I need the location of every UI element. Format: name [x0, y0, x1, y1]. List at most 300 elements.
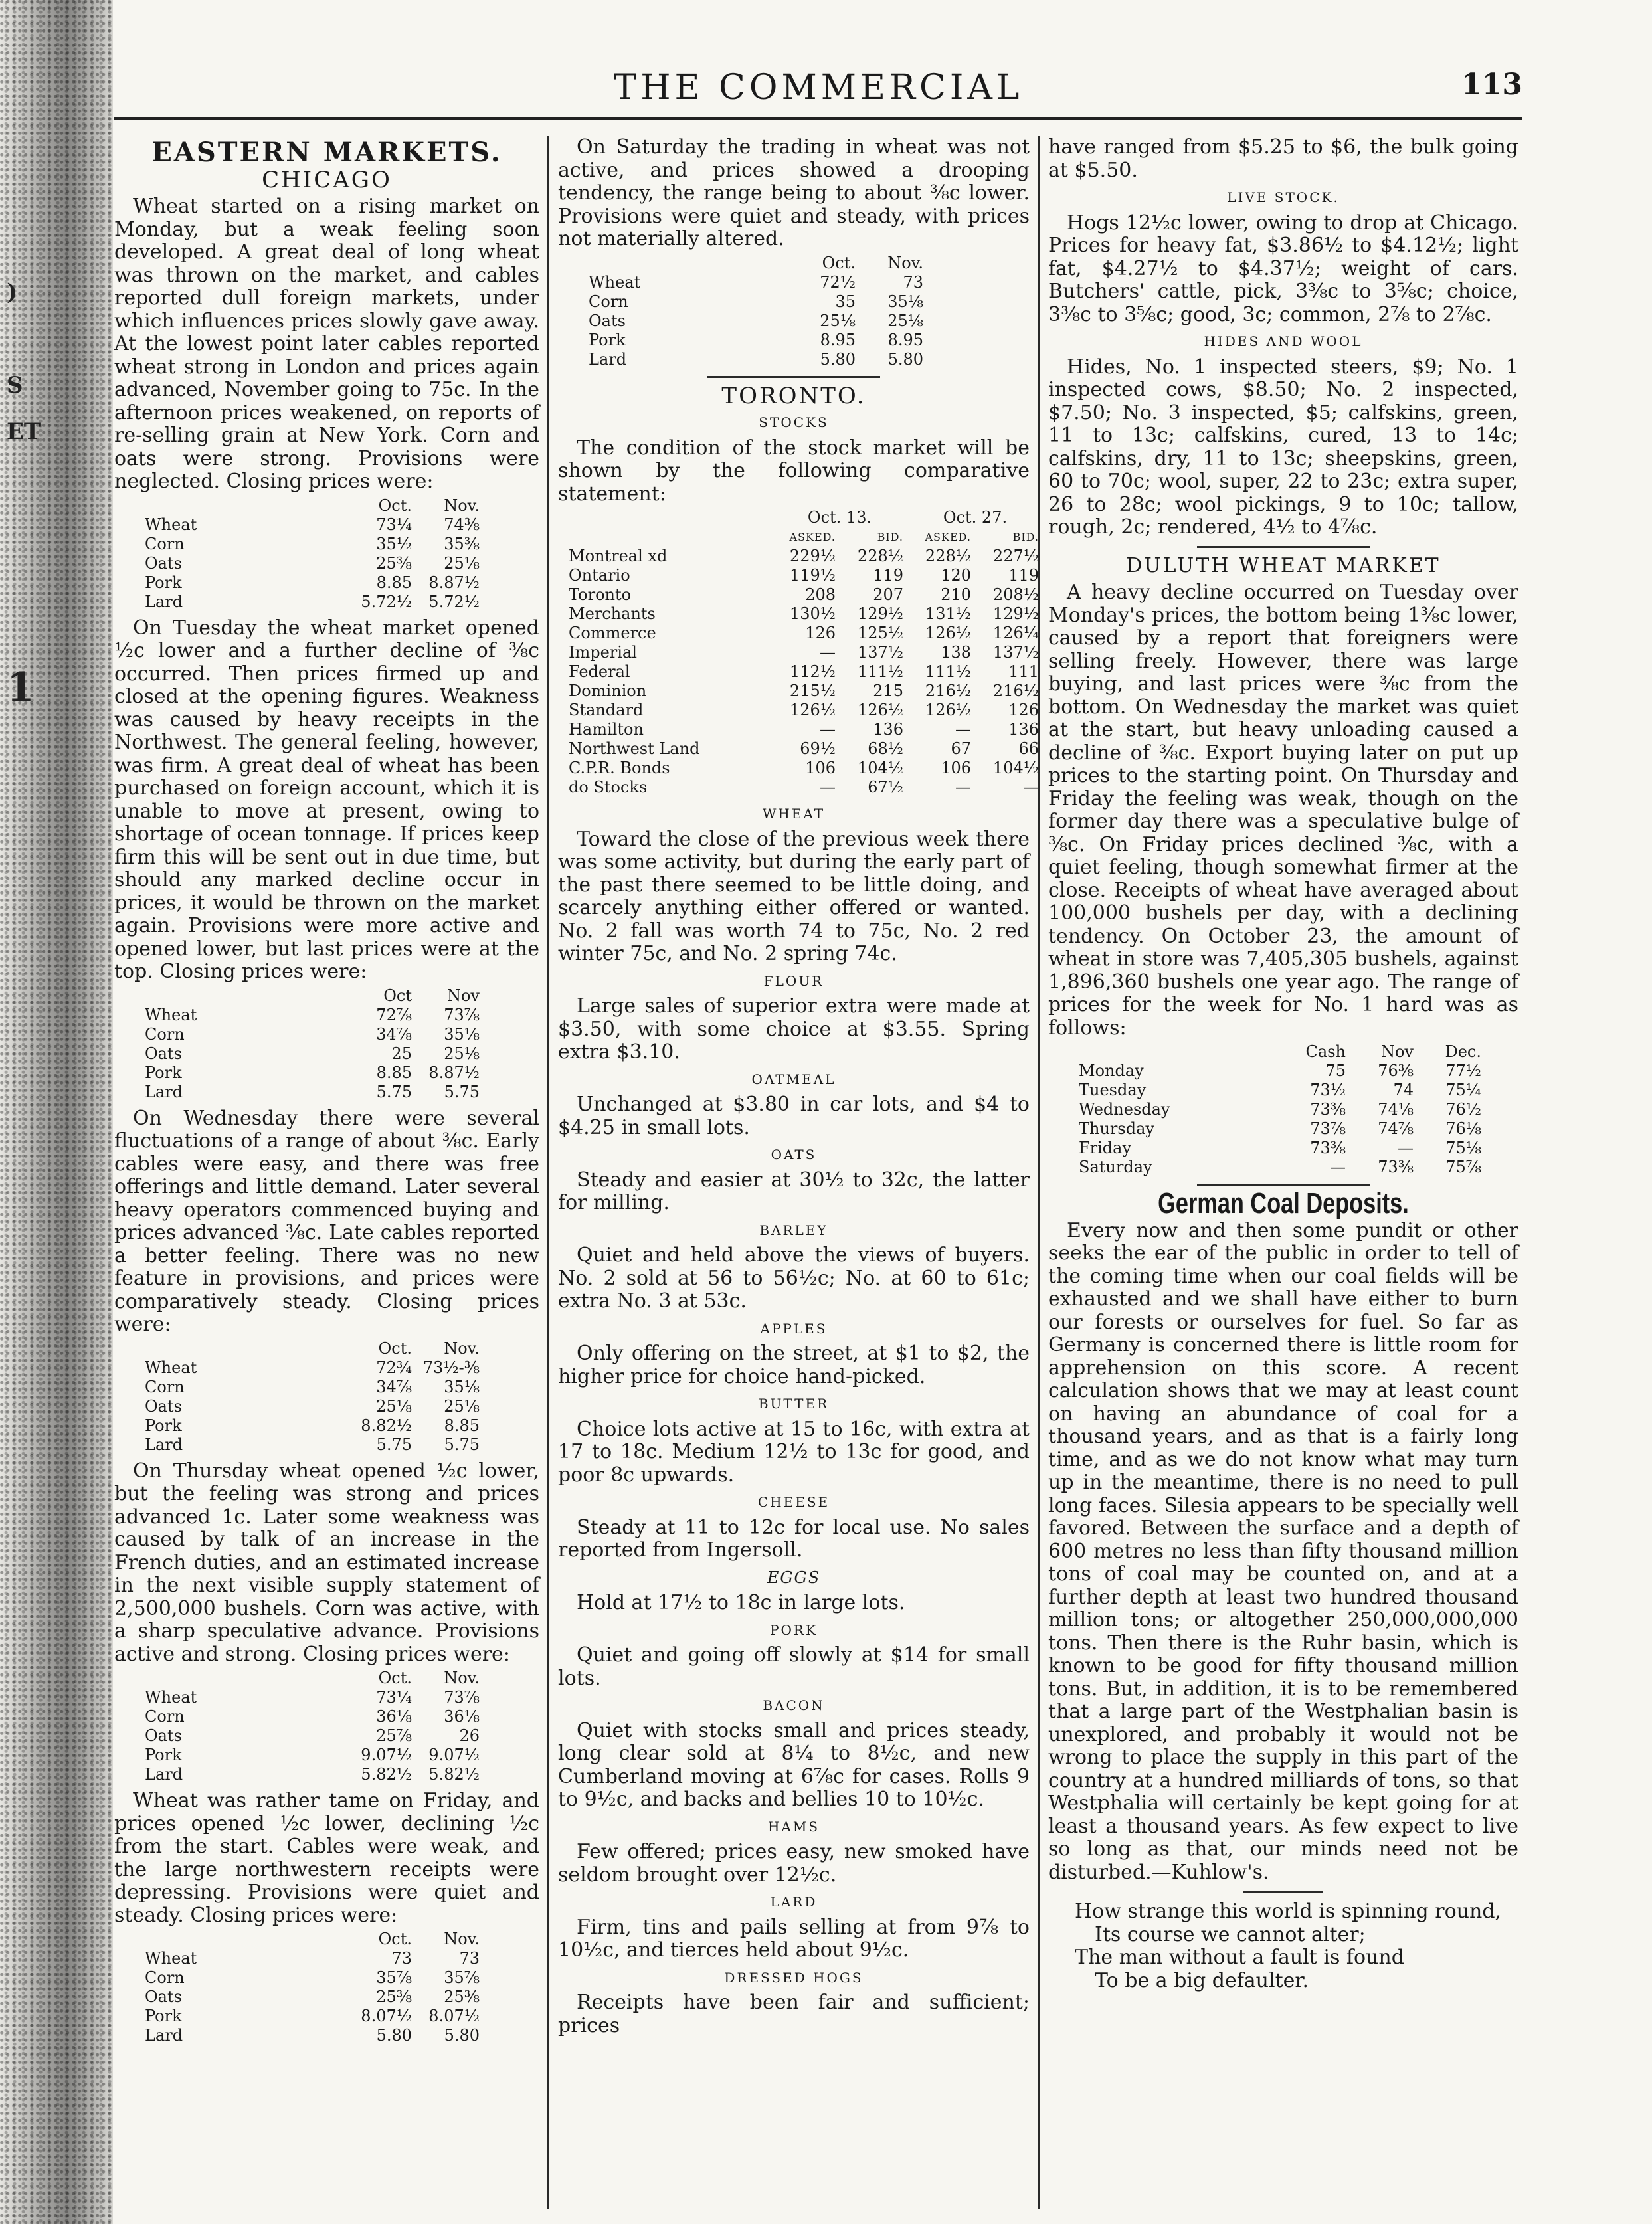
commodity-name: Pork: [145, 1063, 182, 1082]
edge-fragment: S: [7, 372, 23, 399]
price-cell: 5.82½: [428, 1765, 480, 1784]
price-cell: 76½: [1445, 1100, 1481, 1119]
article-paragraph: Only offering on the street, at $1 to $2, the higher price for choice hand-picked.: [558, 1342, 1030, 1388]
table-header-row: [585, 254, 927, 273]
table-row: [565, 547, 1043, 566]
masthead: [114, 58, 1522, 120]
article-paragraph: On Saturday the trading in wheat was not active, and prices showed a drooping tendency, the range being to about ⅜c lower. Provisions were quiet and steady, with prices not materially altered.: [558, 136, 1030, 250]
table-header: [141, 986, 348, 1006]
topic-heading: OATMEAL: [751, 1071, 836, 1087]
price-cell: 74⅞: [1378, 1119, 1414, 1138]
table-row: [141, 573, 484, 593]
price-cell: 126: [1008, 701, 1039, 719]
table-row: [565, 566, 1043, 585]
table-row: [141, 1044, 484, 1064]
price-cell: 35⅞: [376, 1968, 412, 1987]
price-cell: 5.75: [444, 1082, 480, 1101]
price-cell: 25⅛: [820, 311, 856, 330]
article-paragraph: Steady and easier at 30½ to 32c, the latter for milling.: [558, 1168, 1030, 1214]
commodity-name: Lard: [145, 1082, 183, 1101]
price-cell: 8.07½: [428, 2007, 480, 2025]
stock-name: Dominion: [569, 682, 647, 700]
article-paragraph: The condition of the stock market will be shown by the following comparative statement:: [558, 436, 1030, 506]
price-cell: 73½: [1310, 1081, 1346, 1099]
article-paragraph: have ranged from $5.25 to $6, the bulk going at $5.50.: [1048, 136, 1518, 182]
table-header-row: [565, 527, 1043, 547]
price-cell: 125½: [857, 624, 903, 642]
poem: [1048, 1900, 1518, 1992]
table-header: Nov.: [887, 253, 923, 272]
price-cell: 74: [1393, 1081, 1414, 1099]
stock-name: Montreal xd: [569, 547, 668, 565]
article-paragraph: Large sales of superior extra were made at $3.50, with some choice at $3.55. Spring extra $3.10.: [558, 994, 1030, 1064]
commodity-name: Corn: [145, 1024, 185, 1044]
table-row: [565, 624, 1043, 643]
price-cell: 73¼: [376, 515, 412, 534]
price-cell: 34⅞: [376, 1377, 412, 1396]
price-cell: 5.80: [820, 349, 856, 369]
table-row: [141, 1765, 484, 1784]
price-cell: 215: [873, 682, 903, 700]
price-cell: 208½: [992, 585, 1039, 604]
price-cell: 126½: [789, 701, 836, 719]
divider: [1197, 546, 1370, 548]
price-cell: 35⅛: [444, 1024, 480, 1044]
table-header: [141, 1930, 348, 1949]
edge-fragment: 1: [7, 664, 35, 711]
table-row: [565, 720, 1043, 739]
article-paragraph: Hold at 17½ to 18c in large lots.: [577, 1591, 905, 1614]
price-cell: 74⅜: [444, 515, 480, 534]
divider: [707, 376, 880, 378]
price-table: [141, 496, 484, 612]
duluth-price-table: [1075, 1042, 1485, 1177]
price-cell: 25⅛: [887, 311, 923, 330]
article-paragraph: Receipts have been fair and sufficient; prices: [558, 1991, 1030, 2037]
topic-heading: BUTTER: [758, 1396, 830, 1412]
price-cell: —: [1398, 1139, 1414, 1157]
commodity-name: Pork: [589, 330, 626, 349]
table-row: [141, 1025, 484, 1044]
table-header: Cash: [1305, 1042, 1346, 1061]
table-header-row: [565, 508, 1043, 527]
table-header: [141, 1339, 348, 1358]
price-cell: 8.85: [376, 573, 412, 592]
price-cell: 215½: [789, 682, 836, 700]
table-header: Dec.: [1445, 1042, 1481, 1061]
stock-name: Ontario: [569, 566, 630, 585]
price-cell: 73⅞: [444, 1005, 480, 1024]
table-row: [141, 1688, 484, 1707]
table-row: [565, 604, 1043, 624]
price-cell: 76⅜: [1378, 1062, 1414, 1080]
article-paragraph: Every now and then some pundit or other seeks the ear of the public in order to tell of the coming time when our coal fields will be exhausted and we shall have either to burn our forests or ourselves for fuel. So far as Germany is concerned there is little room for apprehension on this score. A recent calculation shows that we may at least count on having an abundance of coal for a thousand years, and as that is a fairly long time, and as we do not know what may turn up in the meantime, there is no need to pull long faces. Silesia appears to be specially well favored. Between the surface and a depth of 600 metres no less than fifty thousand million tons of coal may be counted on, and at a further depth at least two hundred thousand million tons; or altogether 250,000,000,000 tons. Then there is the Ruhr basin, which is known to be good for fifty thousand million tons. But, in addition, it is to be remembered that a large part of the Westphalian basin is unexplored, and probably it would not be wrong to place the supply in this part of the country at a hundred milliards of tons, so that Westphalia will certainly be kept going for at least a thousand years. As few expect to live so long as that, our minds need not be disturbed.—Kuhlow's.: [1048, 1218, 1518, 1884]
price-cell: —: [955, 720, 971, 739]
table-row: [141, 1006, 484, 1025]
price-cell: 136: [1008, 720, 1039, 739]
price-table: [141, 1930, 484, 2045]
price-cell: 77½: [1445, 1062, 1481, 1080]
column-rule: [547, 136, 549, 2209]
commodity-name: Corn: [589, 292, 628, 311]
price-cell: 104½: [992, 759, 1039, 777]
table-header: Oct.: [378, 1339, 412, 1358]
price-cell: 129½: [992, 604, 1039, 623]
day-name: Friday: [1079, 1139, 1132, 1157]
day-name: Tuesday: [1079, 1081, 1147, 1099]
table-row: [141, 1064, 484, 1083]
table-row: [141, 535, 484, 554]
price-cell: 75⅛: [1445, 1139, 1481, 1157]
table-row: [565, 682, 1043, 701]
topic-heading: APPLES: [760, 1320, 828, 1337]
price-cell: 228½: [857, 547, 903, 565]
table-header: [565, 508, 772, 527]
price-cell: 67: [951, 739, 971, 758]
poem-line: Its course we cannot alter;: [1095, 1922, 1366, 1946]
commodity-name: Corn: [145, 1377, 185, 1396]
price-cell: 5.80: [444, 2026, 480, 2045]
commodity-name: Oats: [145, 553, 182, 573]
table-header: [1075, 1042, 1282, 1062]
commodity-name: Oats: [589, 311, 626, 330]
commodity-name: Oats: [145, 1044, 182, 1063]
price-cell: 8.95: [887, 330, 923, 349]
price-cell: 36⅛: [376, 1707, 412, 1726]
price-cell: 111: [1008, 662, 1039, 681]
price-cell: 73: [391, 1949, 412, 1968]
poem-line: How strange this world is spinning round,: [1075, 1900, 1502, 1923]
article-paragraph: Wheat was rather tame on Friday, and prices opened ½c lower, declining ½c from the start. Cables were weak, and the large northwestern receipts were depressing. Provisions were quiet and steady. Closing prices were:: [114, 1789, 539, 1927]
price-cell: 229½: [789, 547, 836, 565]
price-cell: 75¼: [1445, 1081, 1481, 1099]
price-cell: 126: [805, 624, 836, 642]
stock-name: Commerce: [569, 624, 656, 642]
table-row: [585, 350, 927, 369]
table-row: [141, 1707, 484, 1726]
commodity-name: Lard: [145, 592, 183, 611]
price-cell: 106: [805, 759, 836, 777]
table-row: [565, 739, 1043, 759]
topic-heading: FLOUR: [763, 973, 824, 989]
subsection-heading: CHICAGO: [262, 166, 392, 193]
price-cell: 25⅜: [376, 553, 412, 573]
commodity-name: Lard: [145, 1765, 183, 1784]
topic-heading: CHEESE: [757, 1494, 830, 1510]
table-header: Nov.: [444, 1339, 480, 1358]
table-row: [141, 2007, 484, 2026]
table-row: [141, 1083, 484, 1102]
price-cell: 126½: [925, 701, 971, 719]
subsection-heading: TORONTO.: [721, 382, 866, 409]
price-cell: 35⅛: [887, 292, 923, 311]
table-row: [141, 1968, 484, 1988]
price-cell: 126½: [925, 624, 971, 642]
article-paragraph: Unchanged at $3.80 in car lots, and $4 to $4.25 in small lots.: [558, 1093, 1030, 1139]
price-cell: 75: [1325, 1062, 1346, 1080]
price-cell: 5.80: [376, 2026, 412, 2045]
topic-heading: WHEAT: [762, 806, 826, 822]
table-header: Oct.: [378, 1930, 412, 1948]
price-cell: 8.85: [376, 1063, 412, 1082]
commodity-name: Corn: [145, 1707, 185, 1726]
commodity-name: Oats: [145, 1726, 182, 1745]
table-header: [141, 496, 348, 515]
day-name: Wednesday: [1079, 1100, 1170, 1119]
price-cell: 68½: [868, 739, 903, 758]
commodity-name: Corn: [145, 534, 185, 553]
table-row: [141, 554, 484, 573]
price-cell: 72¾: [376, 1358, 412, 1377]
edge-fragment: ): [7, 279, 18, 306]
price-cell: 5.82½: [361, 1765, 412, 1784]
price-cell: 119: [873, 566, 903, 585]
topic-heading: STOCKS: [759, 415, 829, 430]
price-cell: 130½: [789, 604, 836, 623]
price-table: [585, 254, 927, 369]
topic-heading: BARLEY: [759, 1222, 828, 1238]
price-cell: 8.82½: [361, 1416, 412, 1435]
price-cell: 73⅞: [444, 1688, 480, 1707]
table-header-row: [141, 1339, 484, 1358]
commodity-name: Wheat: [145, 1949, 197, 1968]
stock-name: do Stocks: [569, 778, 648, 796]
table-row: [141, 1397, 484, 1416]
commodity-name: Wheat: [145, 1688, 197, 1707]
commodity-name: Pork: [145, 1416, 182, 1435]
table-row: [141, 1436, 484, 1455]
commodity-name: Corn: [145, 1968, 185, 1987]
topic-heading: EGGS: [767, 1568, 821, 1587]
price-cell: 73½-⅜: [422, 1358, 480, 1377]
table-row: [141, 1746, 484, 1765]
price-cell: 216½: [925, 682, 971, 700]
table-row: [141, 593, 484, 612]
price-cell: 35⅜: [444, 534, 480, 553]
commodity-name: Lard: [145, 1435, 183, 1454]
price-cell: 227½: [992, 547, 1039, 565]
table-row: [565, 643, 1043, 662]
section-heading: DULUTH WHEAT MARKET: [1126, 553, 1441, 577]
price-cell: 25⅞: [376, 1726, 412, 1745]
stock-name: Imperial: [569, 643, 637, 662]
table-header: BID.: [1012, 531, 1039, 543]
price-cell: 126¼: [992, 624, 1039, 642]
day-name: Thursday: [1079, 1119, 1154, 1138]
article-paragraph: Firm, tins and pails selling at from 9⅞ to 10½c, and tierces held about 9½c.: [558, 1915, 1030, 1962]
price-cell: —: [820, 643, 836, 662]
topic-heading: PORK: [770, 1622, 818, 1638]
price-cell: 25⅜: [376, 1988, 412, 2006]
price-cell: 8.95: [820, 330, 856, 349]
price-cell: 129½: [857, 604, 903, 623]
table-header: Nov: [1380, 1042, 1414, 1061]
price-cell: 5.72½: [361, 592, 412, 611]
price-cell: 69½: [800, 739, 836, 758]
column-duluth-coal: [1048, 136, 1518, 2209]
price-cell: 120: [941, 566, 971, 585]
commodity-name: Wheat: [145, 515, 197, 534]
article-paragraph: On Tuesday the wheat market opened ½c lower and a further decline of ⅜c occurred. Then prices firmed up and closed at the opening figures. Weakness was caused by heavy receipts in the Northwest. The general feeling, however, was firm. A great deal of wheat has been purchased on foreign account, which it is unable to move at present, owing to shortage of ocean tonnage. If prices keep firm this will be sent out in due time, but should any marked decline occur in prices, it would be thrown on the market again. Provisions were more active and opened lower, but last prices were at the top. Closing prices were:: [114, 616, 539, 983]
stock-name: Federal: [569, 662, 630, 681]
table-header: Oct. 13.: [807, 508, 872, 527]
table-row: [1075, 1081, 1485, 1100]
table-header-row: [141, 1669, 484, 1688]
table-header: Oct.: [378, 496, 412, 515]
topic-heading: LIVE STOCK.: [1227, 189, 1340, 205]
price-cell: 111½: [925, 662, 971, 681]
stock-name: C.P.R. Bonds: [569, 759, 670, 777]
table-header-row: [141, 496, 484, 515]
article-paragraph: Hogs 12½c lower, owing to drop at Chicago. Prices for heavy fat, $3.86½ to $4.12½; light fat, $4.27½ to $4.37½; weight of cars. Butchers' cattle, pick, 3⅜c to 3⅝c; choice, 3⅜c to 3⅝c; good, 3c; common, 2⅞ to 2⅞c.: [1048, 211, 1518, 326]
price-cell: —: [955, 778, 971, 796]
price-cell: 119½: [789, 566, 836, 585]
table-header: Nov.: [444, 1930, 480, 1948]
price-cell: 73: [459, 1949, 480, 1968]
price-cell: 112½: [789, 662, 836, 681]
price-cell: 73¼: [376, 1688, 412, 1707]
price-cell: —: [1330, 1158, 1346, 1176]
article-paragraph: Few offered; prices easy, new smoked have seldom brought over 12½c.: [558, 1840, 1030, 1887]
table-header-row: [141, 986, 484, 1006]
commodity-name: Lard: [589, 349, 627, 369]
table-row: [141, 1988, 484, 2007]
price-cell: 72½: [820, 272, 856, 292]
price-cell: 5.75: [376, 1082, 412, 1101]
price-cell: 137½: [857, 643, 903, 662]
price-cell: 137½: [992, 643, 1039, 662]
topic-heading: LARD: [770, 1894, 818, 1910]
table-row: [141, 1949, 484, 1968]
table-row: [141, 1378, 484, 1397]
table-header: [565, 527, 772, 547]
table-row: [585, 312, 927, 331]
price-cell: 8.85: [444, 1416, 480, 1435]
table-header: ASKED.: [925, 531, 971, 543]
poem-line: The man without a fault is found: [1075, 1946, 1404, 1969]
edge-fragment: ET: [7, 418, 41, 445]
table-header: Nov.: [444, 1669, 480, 1687]
price-cell: 119: [1008, 566, 1039, 585]
price-cell: 73: [903, 272, 923, 292]
commodity-sections: [558, 802, 1030, 2037]
price-cell: 8.87½: [428, 1063, 480, 1082]
table-header: Oct. 27.: [943, 508, 1008, 527]
article-paragraph: Hides, No. 1 inspected steers, $9; No. 1 inspected cows, $8.50; No. 2 inspected, $7.50; No. 3 inspected, $5; calfskins, green, 11 to 13c; calfskins, cured, 13 to 14c; calfskins, dry, 11 to 13c; sheepskins, green, 60 to 70c; wool, super, 22 to 23c; extra super, 26 to 28c; wool pickings, 9 to 10c; tallow, rough, 2c; rendered, 4½ to 4⅞c.: [1048, 355, 1518, 539]
table-row: [141, 2026, 484, 2045]
price-cell: 104½: [857, 759, 903, 777]
topic-heading: HIDES AND WOOL: [1204, 333, 1363, 349]
price-cell: 73⅜: [1310, 1139, 1346, 1157]
article-paragraph: Wheat started on a rising market on Monday, but a weak feeling soon developed. A great deal of long wheat was thrown on the market, and cables reported dull foreign markets, under which influences prices slowly gave away. At the lowest point later cables reported wheat strong in London and prices again advanced, November going to 75c. In the afternoon prices weakened, on reports of re-selling grain at New York. Corn and oats were strong. Provisions were neglected. Closing prices were:: [114, 195, 539, 493]
day-name: Monday: [1079, 1062, 1144, 1080]
article-paragraph: On Wednesday there were several fluctuations of a range of about ⅜c. Early cables were easy, and there was free offerings and little demand. Later several heavy operators commenced buying and prices advanced ⅜c. Late cables reported a better feeling. There was no new feature in provisions, and prices were comparatively steady. Closing prices were:: [114, 1106, 539, 1336]
price-cell: 5.75: [444, 1435, 480, 1454]
price-cell: 75⅞: [1445, 1158, 1481, 1176]
article-paragraph: On Thursday wheat opened ½c lower, but the feeling was strong and prices advanced 1c. Later some weakness was caused by talk of an increase in the French duties, and an estimated increase in the next visible supply statement of 2,500,000 bushels. Corn was active, with a sharp speculative advance. Provisions active and strong. Closing prices were:: [114, 1459, 539, 1666]
price-cell: 138: [941, 643, 971, 662]
commodity-name: Oats: [145, 1988, 182, 2006]
price-cell: 9.07½: [428, 1746, 480, 1764]
price-cell: 34⅞: [376, 1024, 412, 1044]
table-row: [141, 1726, 484, 1746]
column-rule: [1038, 136, 1040, 2209]
commodity-name: Pork: [145, 573, 182, 592]
price-cell: 76⅛: [1445, 1119, 1481, 1138]
table-row: [585, 331, 927, 350]
price-cell: 8.87½: [428, 573, 480, 592]
table-header: Nov.: [444, 496, 480, 515]
commodity-name: Pork: [145, 1746, 182, 1764]
table-header-row: [1075, 1042, 1485, 1062]
price-cell: 106: [941, 759, 971, 777]
price-cell: —: [1023, 778, 1039, 796]
price-cell: 25⅛: [444, 553, 480, 573]
price-cell: 26: [459, 1726, 480, 1745]
topic-heading: BACON: [763, 1697, 825, 1713]
table-header: Oct.: [822, 253, 856, 272]
column-eastern-markets: [114, 136, 539, 2209]
price-table: [141, 1339, 484, 1455]
table-row: [565, 662, 1043, 682]
price-cell: —: [820, 778, 836, 796]
stock-name: Standard: [569, 701, 644, 719]
article-paragraph: Quiet and held above the views of buyers. No. 2 sold at 56 to 56½c; No. at 60 to 61c; extra No. 3 at 53c.: [558, 1244, 1030, 1313]
price-cell: 25⅜: [444, 1988, 480, 2006]
price-cell: 73⅞: [1310, 1119, 1346, 1138]
price-table: [141, 1669, 484, 1784]
article-paragraph: A heavy decline occurred on Tuesday over Monday's prices, the bottom being 1⅜c lower, caused by a report that foreigners were selling freely. However, there was large buying, and last prices were ⅜c from the bottom. On Wednesday the market was quiet at the start, but heavy unloading caused a decline of ⅜c. Export buying later on put up prices to the starting point. On Thursday and Friday the feeling was weak, though on the former day there was a speculative bulge of ⅜c. On Friday prices declined ⅜c, with a quiet feeling, though somewhat firmer at the close. Receipts of wheat have averaged about 100,000 bushels per day, with a declining tendency. On October 23, the amount of wheat in store was 7,405,305 bushels, against 1,896,360 bushels one year ago. The range of prices for the week for No. 1 hard was as follows:: [1048, 581, 1518, 1040]
stock-name: Hamilton: [569, 720, 644, 739]
price-cell: 73⅜: [1310, 1100, 1346, 1119]
table-header-row: [141, 1930, 484, 1949]
price-cell: 111½: [857, 662, 903, 681]
article-paragraph: Steady at 11 to 12c for local use. No sales reported from Ingersoll.: [558, 1515, 1030, 1562]
section-heading: EASTERN MARKETS.: [151, 137, 502, 168]
table-row: [585, 292, 927, 312]
article-paragraph: Quiet and going off slowly at $14 for small lots.: [558, 1643, 1030, 1690]
table-row: [1075, 1100, 1485, 1119]
table-header: Oct: [383, 986, 412, 1005]
poem-line: To be a big defaulter.: [1095, 1968, 1309, 1992]
price-cell: 208: [805, 585, 836, 604]
price-cell: 126½: [857, 701, 903, 719]
page-number: 113: [1461, 68, 1522, 102]
table-row: [1075, 1139, 1485, 1158]
commodity-name: Wheat: [145, 1358, 197, 1377]
price-cell: 67½: [868, 778, 903, 796]
price-cell: 5.75: [376, 1435, 412, 1454]
table-header: [585, 254, 792, 273]
commodity-name: Oats: [145, 1396, 182, 1416]
stocks-table: [565, 508, 1043, 797]
price-table: [141, 986, 484, 1102]
stock-name: Northwest Land: [569, 739, 700, 758]
price-cell: 36⅛: [444, 1707, 480, 1726]
table-row: [1075, 1062, 1485, 1081]
day-name: Saturday: [1079, 1158, 1152, 1176]
topic-heading: DRESSED HOGS: [724, 1969, 864, 1986]
commodity-name: Wheat: [145, 1005, 197, 1024]
price-cell: 210: [941, 585, 971, 604]
price-cell: 25⅛: [444, 1044, 480, 1063]
table-row: [565, 759, 1043, 778]
price-cell: 8.07½: [361, 2007, 412, 2025]
publication-title: THE COMMERCIAL: [613, 68, 1024, 108]
stock-name: Merchants: [569, 604, 656, 623]
price-cell: 216½: [992, 682, 1039, 700]
divider: [1243, 1891, 1323, 1893]
